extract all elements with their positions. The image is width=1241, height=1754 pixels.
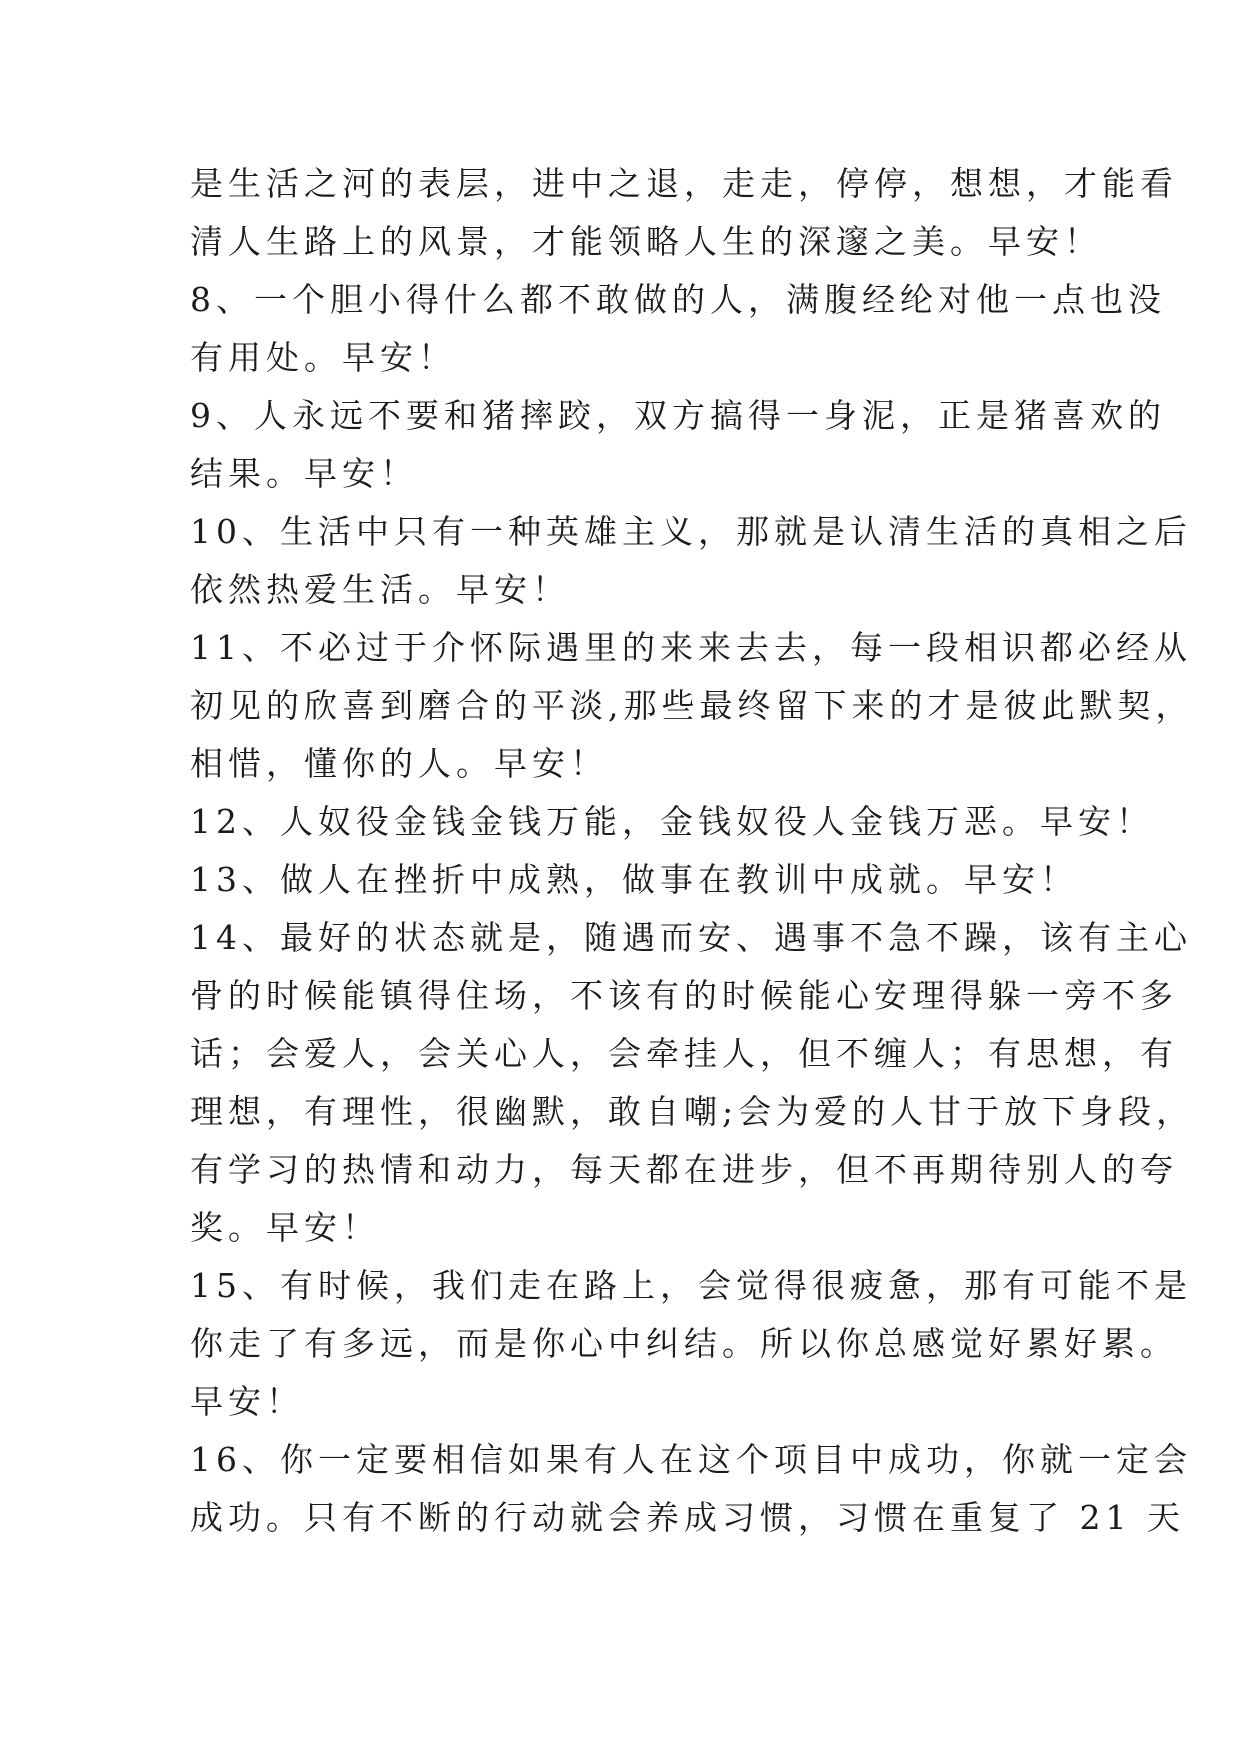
text-line: 有学习的热情和动力，每天都在进步，但不再期待别人的夸 bbox=[190, 1150, 1178, 1189]
text-line: 你走了有多远，而是你心中纠结。所以你总感觉好累好累。 bbox=[190, 1324, 1178, 1363]
text-line: 话；会爱人，会关心人，会牵挂人，但不缠人；有思想，有 bbox=[190, 1034, 1178, 1073]
text-line: 依然热爱生活。早安！ bbox=[190, 570, 570, 609]
text-line: 结果。早安！ bbox=[190, 454, 418, 493]
text-line: 奖。早安！ bbox=[190, 1208, 380, 1247]
text-line: 有用处。早安！ bbox=[190, 338, 456, 377]
text-line: 骨的时候能镇得住场，不该有的时候能心安理得躲一旁不多 bbox=[190, 976, 1178, 1015]
text-line: 相惜，懂你的人。早安！ bbox=[190, 744, 608, 783]
text-line: 16、你一定要相信如果有人在这个项目中成功，你就一定会 bbox=[190, 1440, 1192, 1479]
text-line: 理想，有理性，很幽默，敢自嘲;会为爱的人甘于放下身段， bbox=[190, 1092, 1195, 1131]
text-line: 10、生活中只有一种英雄主义，那就是认清生活的真相之后 bbox=[190, 512, 1192, 551]
document-body bbox=[190, 155, 1195, 1547]
text-line: 12、人奴役金钱金钱万能，金钱奴役人金钱万恶。早安！ bbox=[190, 802, 1154, 841]
text-line: 清人生路上的风景，才能领略人生的深邃之美。早安！ bbox=[190, 222, 1102, 261]
text-line: 13、做人在挫折中成熟，做事在教训中成就。早安！ bbox=[190, 860, 1078, 899]
text-line: 成功。只有不断的行动就会养成习惯，习惯在重复了 21 天 bbox=[190, 1498, 1185, 1537]
text-line: 9、人永远不要和猪摔跤，双方搞得一身泥，正是猪喜欢的 bbox=[190, 396, 1166, 435]
text-line: 11、不必过于介怀际遇里的来来去去，每一段相识都必经从 bbox=[190, 628, 1192, 667]
text-line: 14、最好的状态就是，随遇而安、遇事不急不躁，该有主心 bbox=[190, 918, 1192, 957]
text-line: 8、一个胆小得什么都不敢做的人，满腹经纶对他一点也没 bbox=[190, 280, 1166, 319]
text-line: 15、有时候，我们走在路上，会觉得很疲惫，那有可能不是 bbox=[190, 1266, 1192, 1305]
text-line: 早安！ bbox=[190, 1382, 304, 1421]
text-line: 是生活之河的表层，进中之退，走走，停停，想想，才能看 bbox=[190, 164, 1178, 203]
text-line: 初见的欣喜到磨合的平淡,那些最终留下来的才是彼此默契， bbox=[190, 686, 1194, 725]
